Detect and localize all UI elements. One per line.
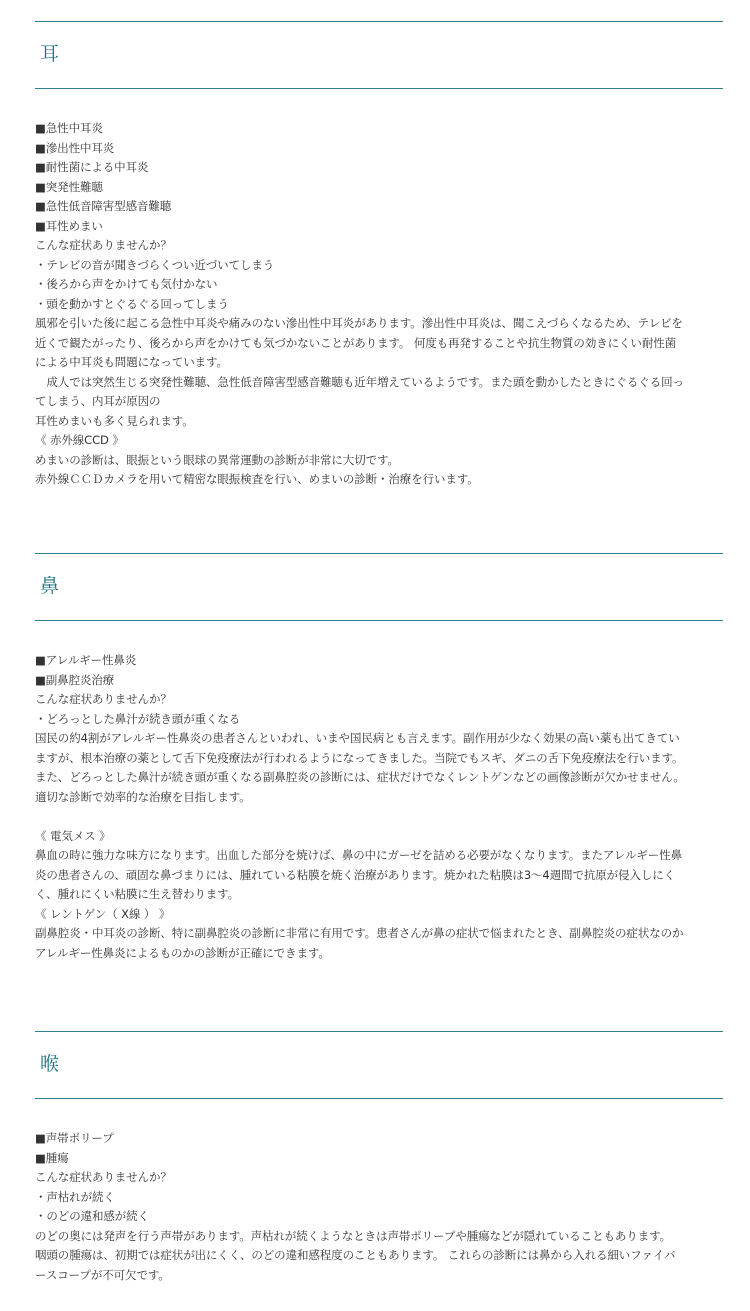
blank-line: [35, 807, 723, 827]
section-title: 喉: [40, 1053, 60, 1075]
symptom-item: ・テレビの音が聞きづらくつい近づいてしまう: [35, 257, 275, 272]
equipment-heading: 《 電気メス 》: [35, 828, 111, 843]
section-title: 鼻: [40, 575, 60, 597]
body-text-line: 副鼻腔炎・中耳炎の診断、特に副鼻腔炎の診断に非常に有用です。患者さんが鼻の症状で悩まれたとき、副鼻腔炎の症状なのか: [35, 926, 684, 940]
body-text-line: こんな症状ありませんか？: [35, 692, 172, 706]
section-body: [35, 1099, 723, 1285]
body-text-line: のどの奥には発声を行う声帯があります。声枯れが続くようなときは声帯ポリープや腫瘍などが隠れていることもあります。: [35, 1228, 671, 1243]
section-ear: [35, 21, 723, 490]
body-text-line: アレルギー性鼻炎によるものかの診断が正確にできます。: [35, 945, 330, 960]
condition-list-item: ■突発性難聴: [35, 179, 103, 194]
condition-list-item: ■声帯ポリープ: [35, 1131, 114, 1145]
body-text-line: また、どろっとした鼻汁が続き頭が重くなる副鼻腔炎の診断には、症状だけでなくレントゲンなどの画像診断が欠かせません。: [35, 770, 685, 784]
body-text-line: こんな症状ありませんか？: [35, 238, 172, 252]
section-header: [35, 1031, 723, 1099]
body-text-line: 咽頭の腫瘍は、初期では症状が出にくく、のどの違和感程度のこともあります。 これらの診断には鼻から入れる細いファイバ: [35, 1248, 676, 1262]
body-text-line: 成人では突然生じる突発性難聴、急性低音障害型感音難聴も近年増えているようです。また頭を動かしたときにぐるぐる回っ: [35, 374, 684, 389]
body-text-line: めまいの診断は、眼振という眼球の異常運動の診断が非常に大切です。: [35, 452, 399, 467]
body-text-line: ースコープが不可欠です。: [35, 1267, 170, 1282]
section-body: [35, 89, 723, 490]
body-text-line: 赤外線ＣＣＤカメラを用いて精密な眼振検査を行い、めまいの診断・治療を行います。: [35, 472, 479, 486]
condition-list-item: ■滲出性中耳炎: [35, 140, 115, 155]
section-header: [35, 21, 723, 89]
symptom-item: ・後ろから声をかけても気付かない: [35, 277, 218, 291]
condition-list-item: ■腫瘍: [35, 1150, 69, 1165]
symptom-item: ・声枯れが続く: [35, 1189, 115, 1204]
section-throat: [35, 1031, 723, 1285]
body-text-line: く、腫れにくい粘膜に生え替わります。: [35, 887, 240, 901]
symptom-item: ・頭を動かすとぐるぐる回ってしまう: [35, 296, 229, 311]
condition-list-item: ■耐性菌による中耳炎: [35, 160, 149, 174]
body-text-line: 国民の約4割がアレルギー性鼻炎の患者さんといわれ、いまや国民病とも言えます。副作用が少なく効果の高い薬も出てきてい: [35, 731, 680, 745]
body-text-line: てしまう、内耳が原因の: [35, 394, 161, 408]
body-text-line: 鼻血の時に強力な味方になります。出血した部分を焼けば、鼻の中にガーゼを詰める必要がなくなります。またアレルギー性鼻: [35, 848, 682, 862]
section-title: 耳: [40, 43, 60, 65]
section-header: [35, 553, 723, 621]
condition-list-item: ■耳性めまい: [35, 218, 103, 233]
body-text-line: 風邪を引いた後に起こる急性中耳炎や痛みのない滲出性中耳炎があります。滲出性中耳炎は、聞こえづらくなるため、テレビを: [35, 316, 683, 330]
body-text-line: 適切な診断で効率的な治療を目指します。: [35, 789, 251, 804]
body-text-line: 炎の患者さんの、頑固な鼻づまりには、腫れている粘膜を焼く治療があります。焼かれた粘膜は3～4週間で抗原が侵入しにく: [35, 867, 676, 882]
body-text-line: 近くで観たがったり、後ろから声をかけても気づかないことがあります。 何度も再発することや抗生物質の効きにくい耐性菌: [35, 335, 677, 350]
body-text-line: による中耳炎も問題になっています。: [35, 355, 228, 369]
symptom-item: ・どろっとした鼻汁が続き頭が重くなる: [35, 711, 241, 726]
condition-list-item: ■アレルギー性鼻炎: [35, 653, 137, 667]
condition-list-item: ■急性低音障害型感音難聴: [35, 199, 172, 213]
section-nose: [35, 553, 723, 963]
equipment-heading: 《 赤外線CCD 》: [35, 433, 124, 447]
body-text-line: こんな症状ありませんか？: [35, 1170, 172, 1184]
condition-list-item: ■急性中耳炎: [35, 121, 103, 135]
equipment-heading: 《 レントゲン（ X線 ） 》: [35, 906, 171, 921]
body-text-line: 耳性めまいも多く見られます。: [35, 413, 194, 428]
condition-list-item: ■副鼻腔炎治療: [35, 672, 115, 687]
section-body: [35, 621, 723, 963]
body-text-line: ますが、根本治療の薬として舌下免疫療法が行われるようになってきました。当院でもスギ、ダニの舌下免疫療法を行います。: [35, 750, 684, 765]
symptom-item: ・のどの違和感が続く: [35, 1209, 149, 1223]
